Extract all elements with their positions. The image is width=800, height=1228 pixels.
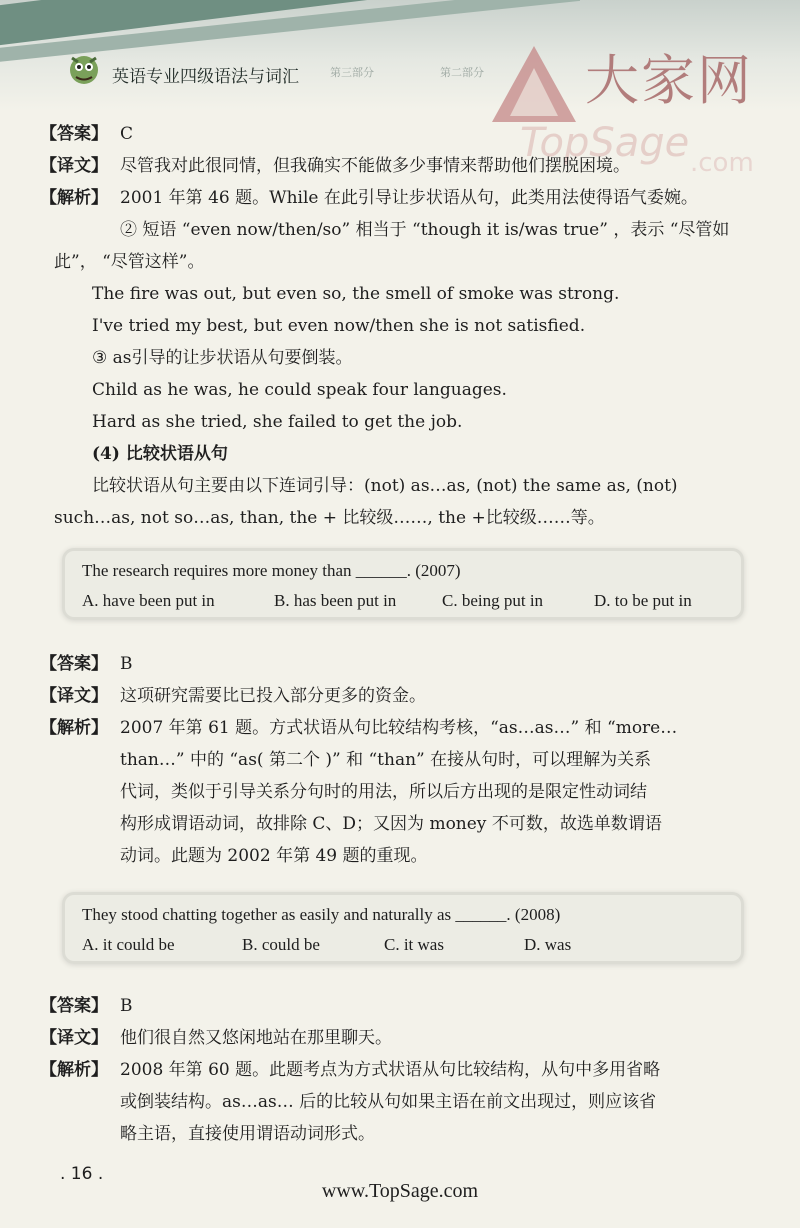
option-c: C. it was <box>384 935 444 954</box>
analysis-tag: 【解析】 <box>40 188 108 208</box>
analysis-line: 构形成谓语动词，故排除 C、D；又因为 money 不可数，故选单数谓语 <box>120 814 662 834</box>
header-faint-label: 第二部分 <box>440 66 484 79</box>
analysis-line: 2007 年第 61 题。方式状语从句比较结构考核，“as…as…” 和 “more… <box>120 718 678 738</box>
point-3-line: ③ as引导的让步状语从句要倒装。 <box>92 348 353 368</box>
answer-tag: 【答案】 <box>40 124 108 144</box>
watermark-en: TopSage <box>520 120 690 166</box>
option-c: C. being put in <box>442 591 544 610</box>
example-sentence: Hard as she tried, she failed to get the job. <box>92 412 463 432</box>
analysis-row <box>40 712 770 744</box>
mascot-icon <box>62 46 106 90</box>
section-paragraph: 比较状语从句主要由以下连词引导：(not) as…as, (not) the same as, (not) <box>92 476 678 496</box>
point-2-line: 此”， “尽管这样”。 <box>54 252 205 272</box>
section-heading: (4) 比较状语从句 <box>92 444 228 464</box>
section-paragraph: such…as, not so…as, than, the + 比较级……, the +比较级……等。 <box>54 508 605 528</box>
answer-row <box>40 990 770 1022</box>
answer-tag: 【答案】 <box>40 996 108 1016</box>
footer-url: www.TopSage.com <box>321 1180 479 1202</box>
analysis-line: 动词。此题为 2002 年第 49 题的重现。 <box>120 846 428 866</box>
question-box <box>62 892 744 964</box>
question-stem: They stood chatting together as easily and naturally as ______. (2008) <box>82 905 561 924</box>
translation-row <box>40 1022 770 1054</box>
book-title: 英语专业四级语法与词汇 <box>112 67 299 87</box>
translation-row <box>40 680 770 712</box>
option-b: B. could be <box>242 935 320 954</box>
analysis-line: 代词，类似于引导关系分句时的用法，所以后方出现的是限定性动词结 <box>120 782 647 802</box>
example-sentence: Child as he was, he could speak four languages. <box>92 380 507 400</box>
translation-text: 这项研究需要比已投入部分更多的资金。 <box>120 686 426 706</box>
option-b: B. has been put in <box>274 591 397 610</box>
analysis-row <box>40 1054 770 1086</box>
translation-row <box>40 150 770 182</box>
answer-block <box>40 990 770 1150</box>
answer-block <box>40 648 770 872</box>
watermark-com: .com <box>690 148 754 178</box>
page-number: . 16 . <box>60 1164 104 1184</box>
analysis-line: than…” 中的 “as( 第二个 )” 和 “than” 在接从句时，可以理解为关系 <box>120 750 652 770</box>
answer-tag: 【答案】 <box>40 654 108 674</box>
option-d: D. was <box>524 935 572 954</box>
translation-tag: 【译文】 <box>40 686 108 706</box>
watermark-logo-icon <box>488 38 580 130</box>
answer-row <box>40 648 770 680</box>
example-sentence: I've tried my best, but even now/then she is not satisfied. <box>92 316 586 336</box>
page-content <box>40 118 770 534</box>
answer-value: B <box>120 996 133 1016</box>
question-stem: The research requires more money than ______. (2007) <box>82 561 461 580</box>
analysis-tag: 【解析】 <box>40 1060 108 1080</box>
option-a: A. it could be <box>82 935 175 954</box>
watermark-cn: 大家网 <box>585 49 753 112</box>
example-sentence: The fire was out, but even so, the smell of smoke was strong. <box>92 284 620 304</box>
answer-value: C <box>120 124 134 144</box>
analysis-line: 2008 年第 60 题。此题考点为方式状语从句比较结构，从句中多用省略 <box>120 1060 661 1080</box>
analysis-tag: 【解析】 <box>40 718 108 738</box>
analysis-line: 略主语，直接使用谓语动词形式。 <box>120 1124 375 1144</box>
option-a: A. have been put in <box>82 591 215 610</box>
translation-text: 尽管我对此很同情，但我确实不能做多少事情来帮助他们摆脱困境。 <box>120 156 630 176</box>
analysis-row <box>40 182 770 214</box>
analysis-text: 2001 年第 46 题。While 在此引导让步状语从句，此类用法使得语气委婉。 <box>120 188 698 208</box>
analysis-line: 或倒装结构。as…as… 后的比较从句如果主语在前文出现过，则应该省 <box>120 1092 657 1112</box>
answer-value: B <box>120 654 133 674</box>
answer-row <box>40 118 770 150</box>
header-faint-label: 第三部分 <box>330 66 374 79</box>
translation-text: 他们很自然又悠闲地站在那里聊天。 <box>120 1028 392 1048</box>
translation-tag: 【译文】 <box>40 156 108 176</box>
point-2-line: ② 短语 “even now/then/so” 相当于 “though it is/was true” ，表示 “尽管如 <box>120 220 730 240</box>
option-d: D. to be put in <box>594 591 692 610</box>
translation-tag: 【译文】 <box>40 1028 108 1048</box>
question-box <box>62 548 744 620</box>
